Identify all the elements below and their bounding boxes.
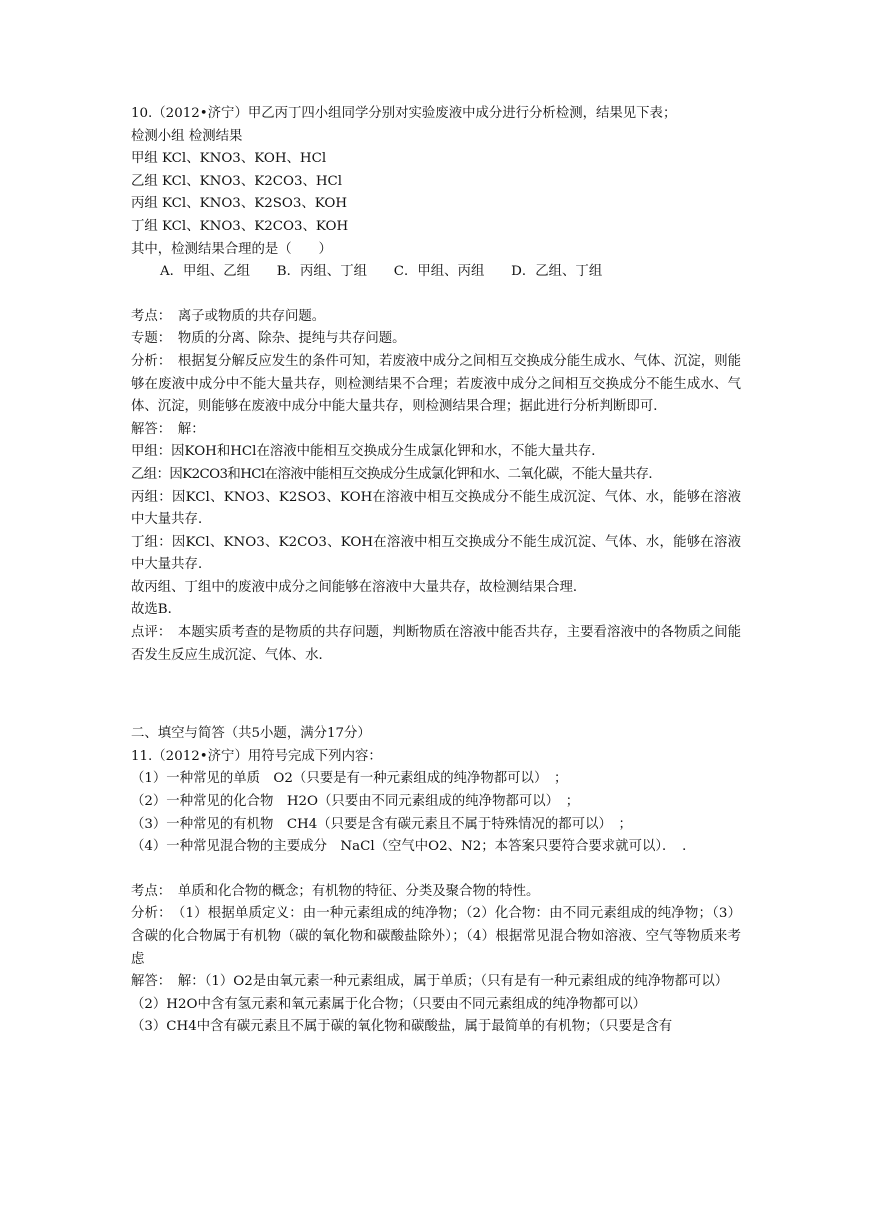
document-page [131, 103, 741, 1039]
q10-yi: 乙组：因K2CO3和HCl在溶液中能相互交换成分生成氯化钾和水、二氧化碳，不能大量共存． [131, 466, 662, 482]
q10-conclusion: 故丙组、丁组中的废液中成分之间能够在溶液中大量共存，故检测结果合理． [131, 579, 587, 595]
q10-stem: 10.（2012•济宁）甲乙丙丁四小组同学分别对实验废液中成分进行分析检测，结果见下表； [131, 106, 677, 121]
q10-options: A．甲组、乙组 B．丙组、丁组 C．甲组、丙组 D．乙组、丁组 [160, 264, 603, 280]
q11-item-3: （3）一种常见的有机物 CH4（只要是含有碳元素且不属于特殊情况的都可以） ； [131, 816, 632, 832]
table-row-ding: 丁组 KCl、KNO3、K2CO3、KOH [131, 218, 349, 234]
q10-ding: 丁组：因KCl、KNO3、K2CO3、KOH在溶液中相互交换成分不能生成沉淀、气体、水，能够在溶液中大量共存． [131, 534, 741, 573]
q10-zhuanti: 专题： 物质的分离、除杂、提纯与共存问题。 [131, 331, 406, 347]
table-row-jia: 甲组 KCl、KNO3、KOH、HCl [131, 151, 327, 167]
q11-item-2: （2）一种常见的化合物 H2O（只要由不同元素组成的纯净物都可以） ； [131, 794, 580, 810]
q10-choice: 故选B． [131, 602, 182, 618]
q11-jieda-3: （3）CH4中含有碳元素且不属于碳的氧化物和碳酸盐，属于最简单的有机物；（只要是含有 [131, 1019, 673, 1035]
q10-jieda-label: 解答： 解： [131, 421, 205, 437]
q11-fenxi: 分析： （1）根据单质定义：由一种元素组成的纯净物；（2）化合物：由不同元素组成的纯净物；（3）含碳的化合物属于有机物（碳的氧化物和碳酸盐除外）；（4）根据常见混合物如溶液、空气等物质来考虑 [131, 906, 741, 967]
q10-question: 其中，检测结果合理的是（ ） [131, 241, 332, 257]
q10-bing: 丙组：因KCl、KNO3、K2SO3、KOH在溶液中相互交换成分不能生成沉淀、气体、水，能够在溶液中大量共存． [131, 489, 741, 528]
section-heading: 二、填空与简答（共5小题，满分17分） [131, 726, 371, 742]
table-row-yi: 乙组 KCl、KNO3、K2CO3、HCl [131, 173, 343, 189]
q11-kaodian: 考点： 单质和化合物的概念；有机物的特征、分类及聚合物的特性。 [131, 883, 540, 899]
q10-kaodian: 考点： 离子或物质的共存问题。 [131, 308, 326, 324]
q10-dianping: 点评： 本题实质考查的是物质的共存问题，判断物质在溶液中能否共存，主要看溶液中的各物质之间能否发生反应生成沉淀、气体、水． [131, 625, 741, 663]
q10-fenxi: 分析： 根据复分解反应发生的条件可知，若废液中成分之间相互交换成分能生成水、气体、沉淀，则能够在废液中成分中不能大量共存，则检测结果不合理；若废液中成分之间相互交换成分不能生成水、气体、沉淀，则能够在废液中成分中能大量共存，则检测结果合理；据此进行分析判断即可． [131, 353, 741, 415]
q11-stem: 11.（2012•济宁）用符号完成下列内容： [131, 748, 382, 764]
q10-jia: 甲组：因KOH和HCl在溶液中能相互交换成分生成氯化钾和水，不能大量共存． [131, 444, 605, 460]
q11-jieda-2: （2）H2O中含有氢元素和氧元素属于化合物；（只要由不同元素组成的纯净物都可以） [131, 996, 647, 1012]
q11-item-1: （1）一种常见的单质 O2（只要是有一种元素组成的纯净物都可以） ； [131, 771, 568, 787]
table-row-bing: 丙组 KCl、KNO3、K2SO3、KOH [131, 196, 348, 212]
q11-jieda-1: 解答： 解：（1）O2是由氧元素一种元素组成，属于单质；（只有是有一种元素组成的纯净物都可以） [131, 974, 729, 990]
table-header: 检测小组 检测结果 [131, 128, 243, 144]
q11-item-4: （4）一种常见混合物的主要成分 NaCl（空气中O2、N2；本答案只要符合要求就可以）． ． [131, 839, 696, 855]
